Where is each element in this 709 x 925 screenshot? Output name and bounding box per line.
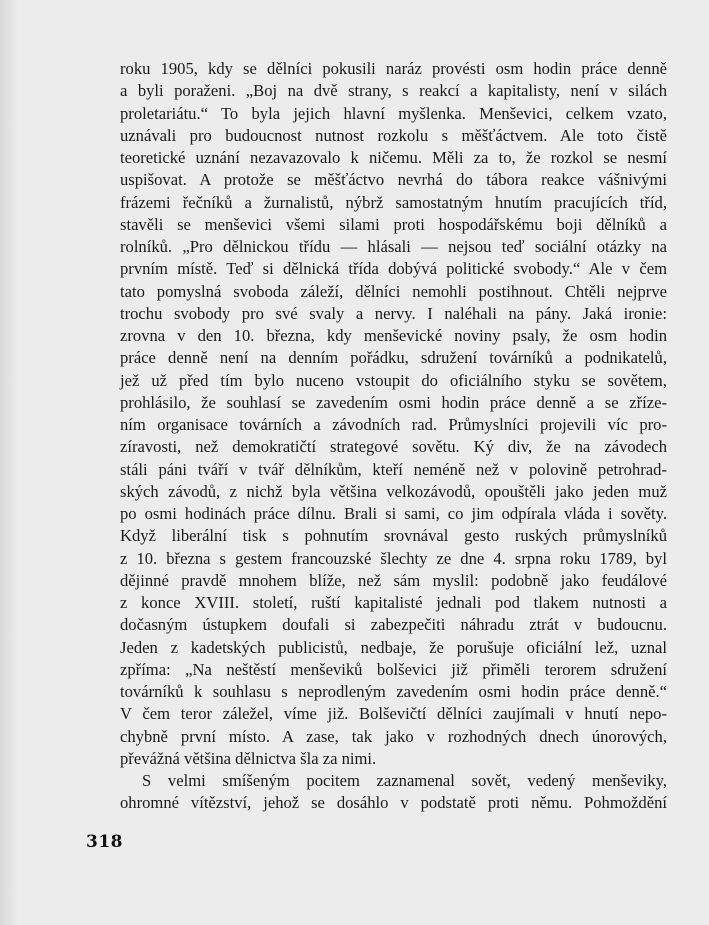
text-line: V čem teror záležel, víme již. Bolševičtí dělníci zaujímali v hnutí nepo-	[120, 704, 667, 724]
text-line: dočasným ústupkem doufali si zabezpečiti náhradu ztrát v budoucnu.	[120, 615, 667, 635]
text-line: roku 1905, kdy se dělníci pokusili naráz provésti osm hodin práce denně	[120, 59, 667, 78]
text-line: uznávali pro budoucnost nutnost rozkolu s měšťáctvem. Ale toto čistě	[120, 125, 667, 145]
text-line: jež už před tím bylo nuceno vstoupit do oficiálního styku se sovětem,	[120, 370, 667, 390]
text-line: zíravosti, než demokratičtí strategové sovětu. Ký div, že na závodech	[120, 437, 667, 457]
text-line: stáli páni tváří v tvář dělníkům, kteří neméně než v polovině petrohrad-	[120, 459, 667, 479]
text-line: ských závodů, z nichž byla většina velkozávodů, opouštěli jako jeden muž	[120, 481, 667, 501]
text-line: chybně první místo. A zase, tak jako v rozhodných dnech únorových,	[120, 726, 667, 746]
text-line: zrovna v den 10. března, kdy menševické noviny psaly, že osm hodin	[120, 326, 667, 345]
text-line: továrníků k souhlasu s neprodleným zavedením osmi hodin práce denně.“	[120, 682, 667, 701]
text-line: trochu svobody pro své svaly a nervy. I naléhali na pány. Jaká ironie:	[120, 303, 667, 323]
text-line: a byli poraženi. „Boj na dvě strany, s reakcí a kapitalisty, není v silách	[120, 81, 667, 101]
paragraph-end-line: převážná většina dělnictva šla za nimi.	[120, 748, 377, 768]
text-line: prohlásilo, že souhlasí se zavedením osmi hodin práce denně a se zříze-	[120, 392, 667, 412]
text-line: práce denně není na denním pořádku, sdružení továrníků a podnikatelů,	[120, 348, 667, 368]
body-text	[120, 58, 667, 815]
text-line: z konce XVIII. století, ruští kapitalisté jednali pod tlakem nutnosti a	[120, 593, 667, 612]
text-line: dějinné pravdě mnohem blíže, než sám myslil: podobně jako feudálové	[120, 570, 667, 590]
text-line: ohromné vítězství, jehož se dosáhlo v podstatě proti němu. Pohmoždění	[120, 793, 667, 813]
text-line: uspišovat. A protože se měšťáctvo nevrhá do tábora reakce vášnivými	[120, 170, 667, 190]
text-line: proletariátu.“ To byla jejich hlavní myšlenka. Menševici, celkem vzato,	[120, 103, 667, 123]
text-line: stavěli se menševici všemi silami proti hospodářskému boji dělníků a	[120, 214, 667, 234]
page-edge-shadow	[0, 0, 18, 925]
text-line: po osmi hodinách práce dílnu. Brali si sami, co jim odpírala vláda i sověty.	[120, 504, 667, 523]
text-line: teoretické uznání nezavazovalo k ničemu. Měli za to, že rozkol se nesmí	[120, 148, 667, 167]
text-line: Když liberální tisk s pohnutím srovnával gesto ruských průmyslníků	[120, 526, 667, 546]
text-line: frázemi řečníků a žurnalistů, nýbrž samostatným hnutím pracujících tříd,	[120, 192, 667, 212]
paragraph-start-line: S velmi smíšeným pocitem zaznamenal sovět, vedený menševiky,	[142, 771, 667, 790]
text-line: tato pomyslná svoboda záleží, dělníci nemohli postihnout. Chtěli nejprve	[120, 281, 667, 301]
text-line: z 10. března s gestem francouzské šlechty ze dne 4. srpna roku 1789, byl	[120, 548, 667, 568]
text-line: prvním místě. Teď si dělnická třída dobývá politické svobody.“ Ale v čem	[120, 259, 667, 279]
text-line: rolníků. „Pro dělnickou třídu — hlásali — nejsou teď sociální otázky na	[120, 237, 667, 256]
text-line: ním organisace továrních a závodních rad. Průmyslníci projevili víc pro-	[120, 415, 667, 434]
text-line: Jeden z kadetských publicistů, nedbaje, že porušuje oficiální lež, uznal	[120, 637, 667, 657]
text-line: zpříma: „Na neštěstí menševiků bolševici již přiměli terorem sdružení	[120, 659, 667, 679]
page-number: 318	[86, 832, 123, 852]
